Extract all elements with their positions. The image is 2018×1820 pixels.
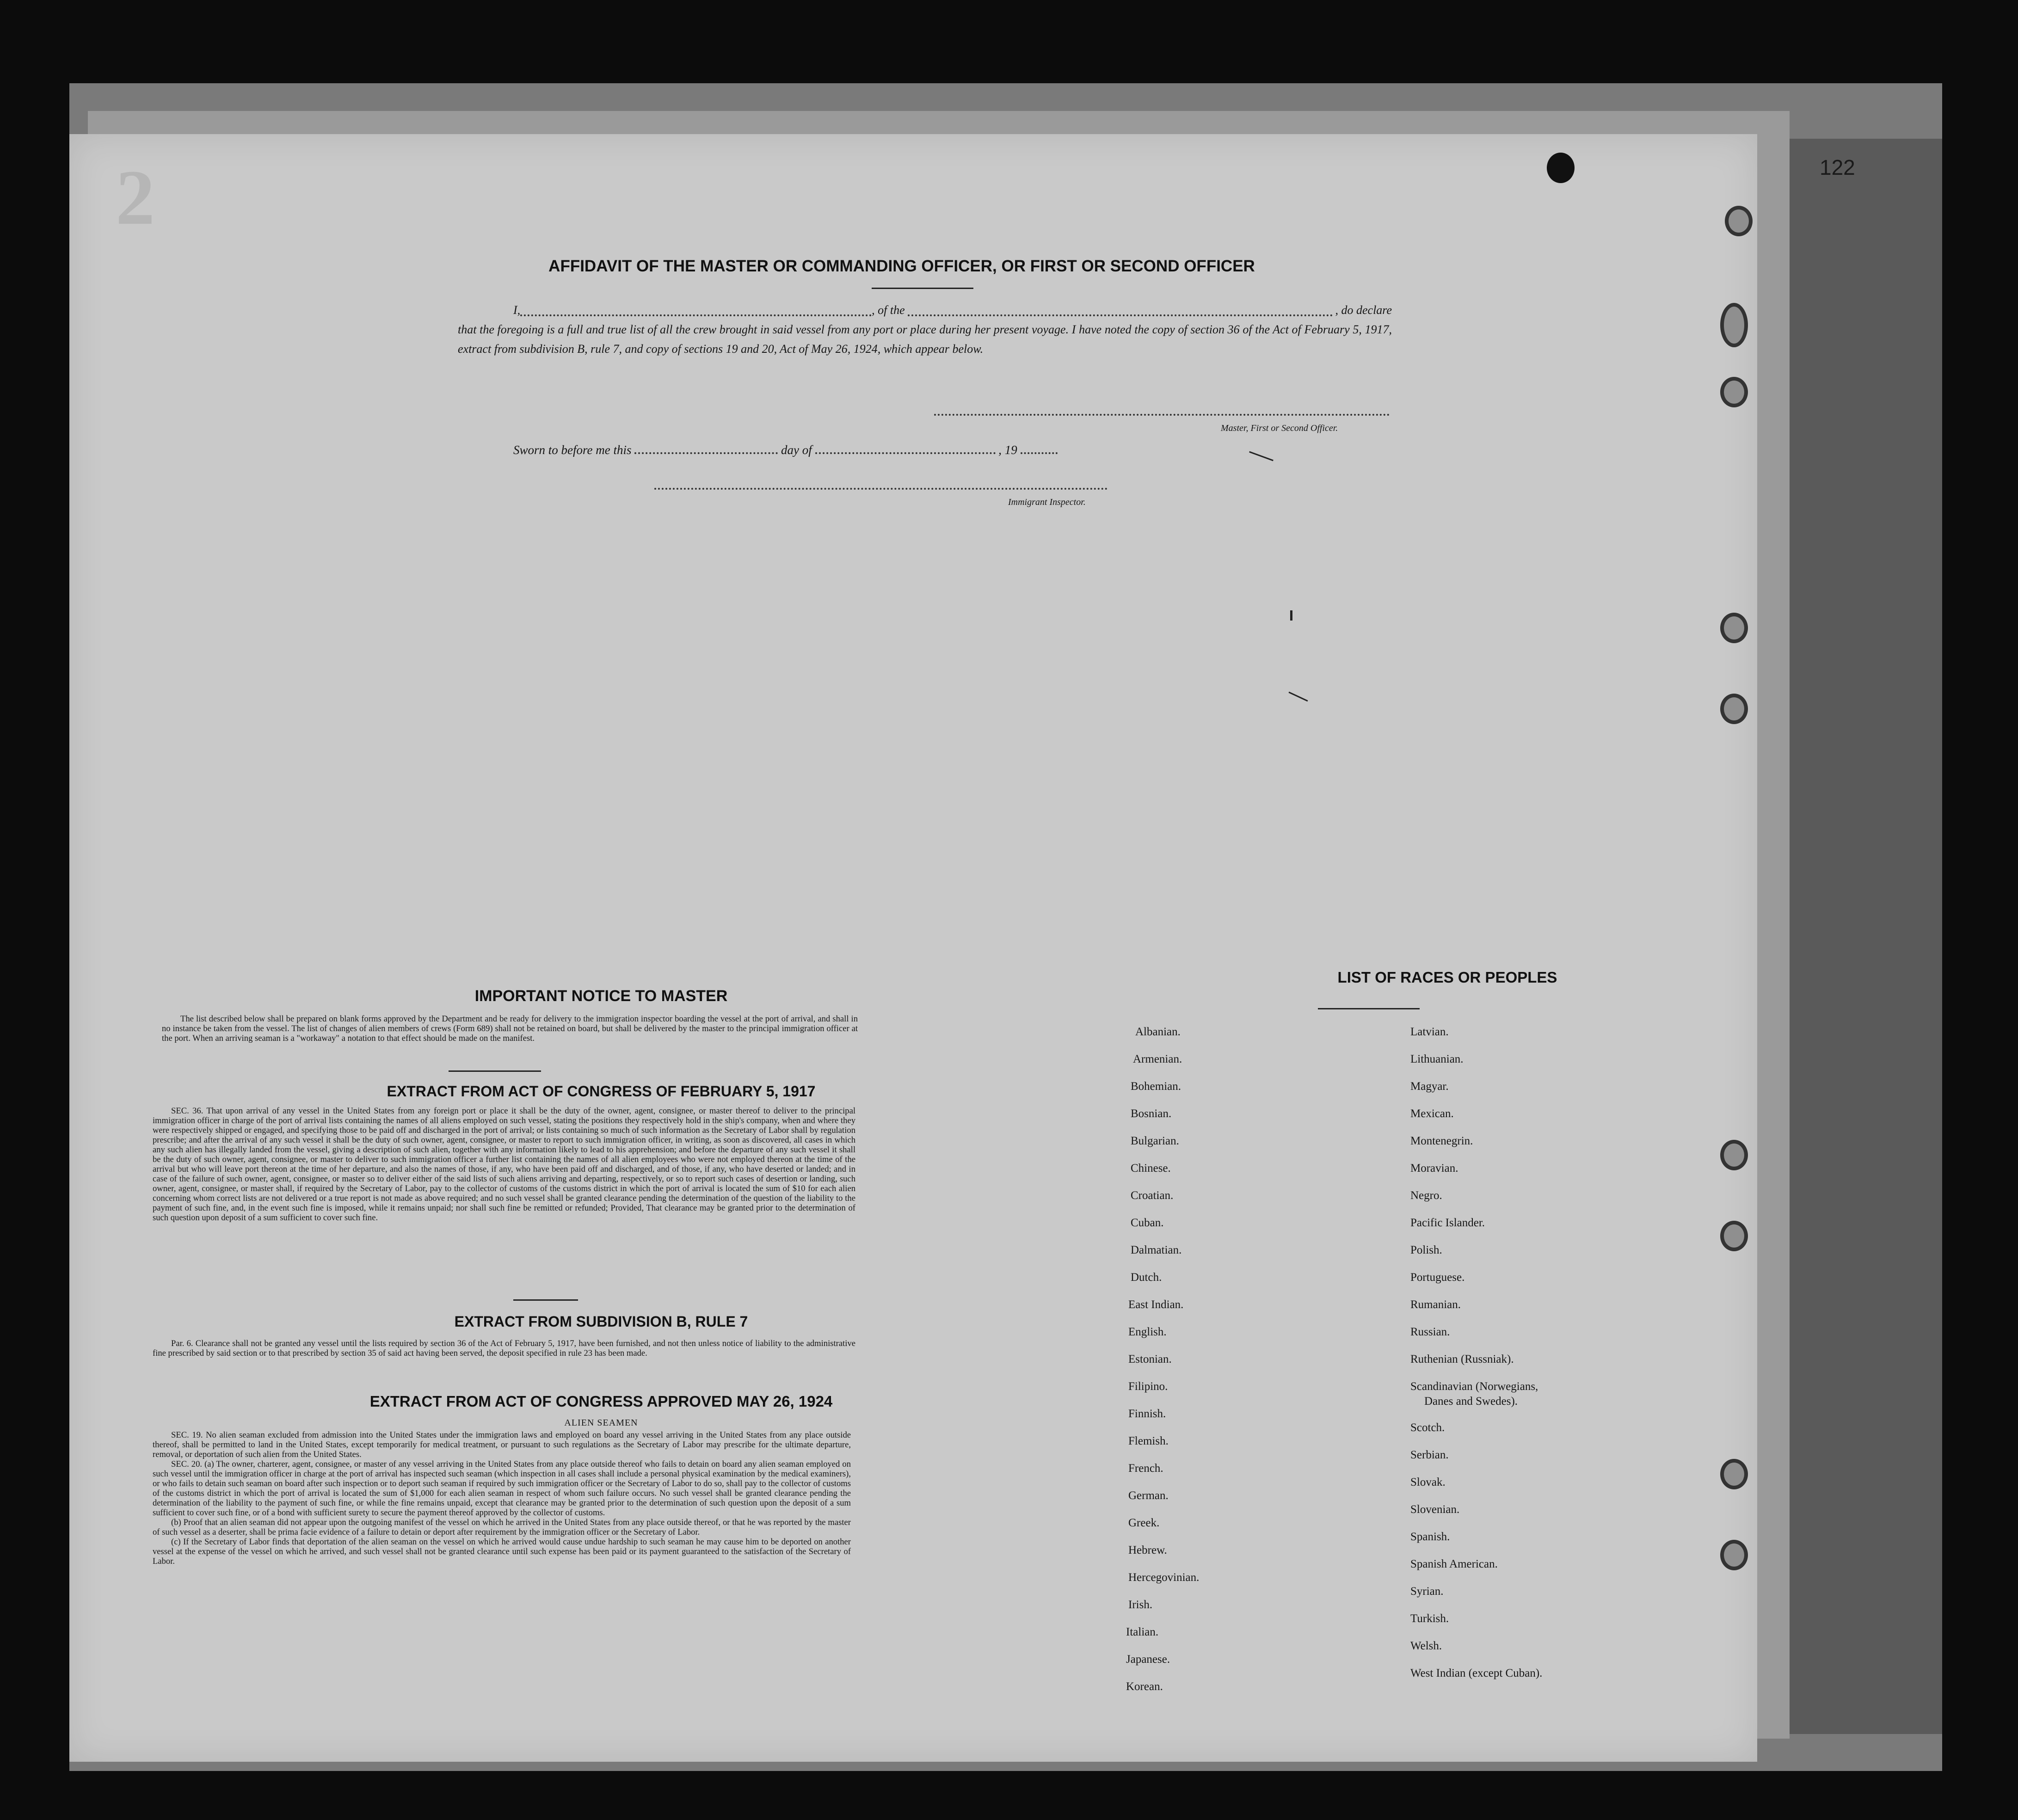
notice-title: IMPORTANT NOTICE TO MASTER [474,987,728,1005]
sworn-month-blank [815,452,996,454]
race-item: Scotch. [1410,1421,1445,1434]
race-item: Spanish. [1410,1531,1450,1543]
punch-hole-icon [1720,377,1748,407]
affidavit-declaration-line [458,301,1392,320]
race-item: Croatian. [1131,1189,1174,1202]
race-item: Irish. [1128,1599,1153,1611]
race-item: Slovenian. [1410,1503,1460,1516]
race-item: Filipino. [1128,1380,1168,1393]
race-item: Welsh. [1410,1640,1442,1652]
affidavit-body: that the foregoing is a full and true list of all the crew brought in said vessel from any port or place during her present voyage. I have noted the copy of section 36 of the Act of February 5, 1917, extract from subdivision B, rule 7, and copy of sections 19 and 20, Act of May 26, 1924, which appear below. [458,323,1392,356]
extract-rule7-title: EXTRACT FROM SUBDIVISION B, RULE 7 [454,1313,748,1330]
ink-speck [1290,610,1292,621]
race-item: Hebrew. [1128,1544,1167,1556]
sec-19-text: SEC. 19. No alien seaman excluded from admission into the United States under the immigration laws and employed on board any vessel arriving in the United States from any place outside thereof, shall be permitted to land in the United States, except temporarily for medical treatment, or pursuant to such regulations as the Secretary of Labor may prescribe for the ultimate departure, removal, or deportation of such alien from the United States. [153,1430,851,1459]
affidavit-do-declare: , do declare [1335,303,1392,317]
race-item: Chinese. [1131,1162,1171,1174]
extract-1924-text [153,1430,851,1566]
race-item: Korean. [1126,1680,1163,1693]
extract-1924-title: EXTRACT FROM ACT OF CONGRESS APPROVED MAY 26, 1924 [369,1393,833,1410]
race-item: Pacific Islander. [1410,1217,1485,1229]
race-item: Dalmatian. [1131,1244,1182,1256]
master-signature-line [934,414,1390,416]
race-item: German. [1128,1489,1169,1502]
race-item: Scandinavian (Norwegians, [1410,1380,1538,1393]
extract-rule7-text: Par. 6. Clearance shall not be granted any vessel until the lists required by section 36 of the Act of February 5, 1917, have been furnished, and not then unless notice of liability to the administrative fine prescribed by said section or to that prescribed by section 35 of said act having been served, the deposit specified in rule 23 has been made. [153,1339,855,1358]
race-item: French. [1128,1462,1163,1475]
sworn-prefix: Sworn to before me this [513,443,632,457]
race-item: Estonian. [1128,1353,1172,1365]
affidavit-text [458,301,1392,359]
races-title: LIST OF RACES OR PEOPLES [1337,969,1557,986]
race-item: Armenian. [1133,1053,1182,1065]
extract-1917-title: EXTRACT FROM ACT OF CONGRESS OF FEBRUARY 5, 1917 [387,1083,816,1100]
punch-hole-icon [1720,694,1748,724]
race-item: Russian. [1410,1326,1450,1338]
punch-hole-icon [1720,1221,1748,1251]
notice-text: The list described below shall be prepared on blank forms approved by the Department and be ready for delivery to the immigration inspector boarding the vessel at the port of arrival, and shall in no instance be taken from the vessel. The list of changes of alien members of crews (Form 689) shall not be retained on board, but shall be delivered by the master to the principal immigration officer at the port. When an arriving seaman is a "workaway" a notation to that effect should be made on the manifest. [162,1014,858,1043]
master-signature-caption: Master, First or Second Officer. [1221,423,1338,433]
sworn-day-blank [634,452,778,454]
race-item: West Indian (except Cuban). [1410,1667,1543,1679]
inspector-signature-line [654,488,1107,490]
punch-hole-icon [1720,1140,1748,1170]
sec-20a-text: SEC. 20. (a) The owner, charterer, agent, consignee, or master of any vessel arriving in the United States from any place outside thereof who fails to detain on board any alien seaman employed on such vessel until the immigration officer in charge at the port of arrival has inspected such seaman (which inspection in all cases shall include a personal physical examination by the medical examiners), or who fails to detain such seaman on board after such inspection or to deport such seaman if required by such immigration officer or the Secretary of Labor to do so, shall pay to the collector of customs of the customs district in which the port of arrival is located the sum of $1,000 for each alien seaman in respect of whom such failure occurs. No such vessel shall be granted clearance pending the determination of the liability to the payment of such fine, or while the fine remains unpaid, except that clearance may be granted prior to the determination of such question upon the deposit of a sum sufficient to cover such fine, or of a bond with sufficient surety to secure the payment thereof approved by the collector of customs. [153,1459,851,1518]
affidavit-of-the: , of the [872,303,905,317]
race-item: Hercegovinian. [1128,1571,1200,1584]
race-item: Greek. [1128,1517,1160,1529]
vessel-blank [908,314,1333,316]
affidavit-title: AFFIDAVIT OF THE MASTER OR COMMANDING OFFICER, OR FIRST OR SECOND OFFICER [548,257,1255,275]
punch-hole-icon [1720,613,1748,643]
race-item: Portuguese. [1410,1271,1465,1284]
extract-1917-text: SEC. 36. That upon arrival of any vessel in the United States from any foreign port or place it shall be the duty of the owner, agent, consignee, or master thereof to deliver to the principal immigration officer in charge of the port of arrival lists containing the names of all aliens employed on such vessel, stating the positions they respectively hold in the ship's company, when and where they were respectively shipped or engaged, and specifying those to be paid off and discharged in the port of arrival; or lists containing so much of such information as the Secretary of Labor shall by regulation prescribe; and after the arrival of any such vessel it shall be the duty of such owner, agent, consignee, or master to report to such immigration officer, in writing, as soon as discovered, all cases in which any such alien has illegally landed from the vessel, giving a description of such alien, together with any information likely to lead to his apprehension; and before the departure of any such vessel it shall be the duty of such owner, agent, consignee, or master to deliver to such immigration officer a further list containing the names of all alien employees who were not employed thereon at the time of the arrival but who will leave port thereon at the time of her departure, and also the names of those, if any, who have been paid off and discharged, and of those, if any, who have deserted or landed; and in case of the failure of such owner, agent, consignee, or master so to deliver either of the said lists of such aliens arriving and departing, respectively, or so to report such cases of desertion or landing, such owner, agent, consignee, or master shall, if required by the Secretary of Labor, pay to the collector of customs of the customs district in which the port of arrival is located the sum of $10 for each alien concerning whom correct lists are not delivered or a true report is not made as above required; and no such vessel shall be granted clearance pending the determination of the question of the liability to the payment of such fine, and, in the event such fine is imposed, while it remains unpaid; nor shall such fine be remitted or refunded; Provided, That clearance may be granted prior to the determination of such question upon deposit of a sum sufficient to cover such fine. [153,1106,855,1223]
sworn-line [513,443,1058,457]
page-number: 122 [1820,155,1855,179]
race-item: Turkish. [1410,1612,1449,1625]
punch-hole-icon [1720,303,1748,347]
punch-hole-icon [1720,1540,1748,1570]
notice-rule [449,1070,541,1072]
affidavit-title-rule [872,288,973,289]
race-item: Dutch. [1131,1271,1162,1284]
extract-1917-rule [513,1299,578,1301]
affidavit-i: I, [513,303,521,317]
race-item: Japanese. [1126,1653,1170,1666]
race-item: Lithuanian. [1410,1053,1464,1065]
race-item: Bohemian. [1131,1080,1181,1093]
right-binding-strip [1790,139,1942,1734]
race-item: Mexican. [1410,1107,1454,1120]
race-item: Spanish American. [1410,1558,1498,1570]
race-item: Cuban. [1131,1217,1164,1229]
races-title-rule [1318,1008,1420,1009]
race-item: Finnish. [1128,1408,1166,1420]
race-item: Montenegrin. [1410,1135,1473,1147]
bleed-through-mark: 2 [116,154,155,241]
race-item: Ruthenian (Russniak). [1410,1353,1514,1365]
race-item: Negro. [1410,1189,1442,1202]
race-item: Polish. [1410,1244,1442,1256]
punch-hole-icon [1547,153,1575,183]
sworn-day-of: day of [781,443,812,457]
punch-hole-icon [1720,1459,1748,1489]
sec-20c-text: (c) If the Secretary of Labor finds that deportation of the alien seaman on the vessel on which he arrived would cause undue hardship to such seaman he may cause him to be deported on another vessel at the expense of the vessel on which he arrived, and such vessel shall not be granted clearance until such expense has been paid or its payment guaranteed to the satisfaction of the Secretary of Labor. [153,1537,851,1566]
race-item: Flemish. [1128,1435,1169,1447]
race-item: East Indian. [1128,1298,1184,1311]
race-item: Slovak. [1410,1476,1446,1488]
punch-hole-icon [1725,206,1753,236]
race-item: Moravian. [1410,1162,1458,1174]
race-item: Bulgarian. [1131,1135,1179,1147]
race-item: English. [1128,1326,1167,1338]
race-item: Syrian. [1410,1585,1444,1598]
name-blank [520,314,872,316]
race-item: Serbian. [1410,1449,1449,1461]
alien-seamen-subtitle: ALIEN SEAMEN [564,1418,638,1428]
race-item: Rumanian. [1410,1298,1461,1311]
race-item: Latvian. [1410,1026,1449,1038]
race-item: Albanian. [1135,1026,1181,1038]
sworn-year: , 19 [998,443,1017,457]
sec-20b-text: (b) Proof that an alien seaman did not appear upon the outgoing manifest of the vessel on which he arrived in the United States from any place outside thereof, or that he was reported by the master of such vessel as a deserter, shall be prima facie evidence of a failure to detain or deport after requirement by the immigration officer or the Secretary of Labor. [153,1518,851,1537]
race-item: Italian. [1126,1626,1159,1638]
race-item: Danes and Swedes). [1424,1395,1518,1408]
race-item: Magyar. [1410,1080,1449,1093]
race-item: Bosnian. [1131,1107,1172,1120]
inspector-signature-caption: Immigrant Inspector. [1008,497,1086,507]
sworn-year-blank [1021,452,1058,454]
